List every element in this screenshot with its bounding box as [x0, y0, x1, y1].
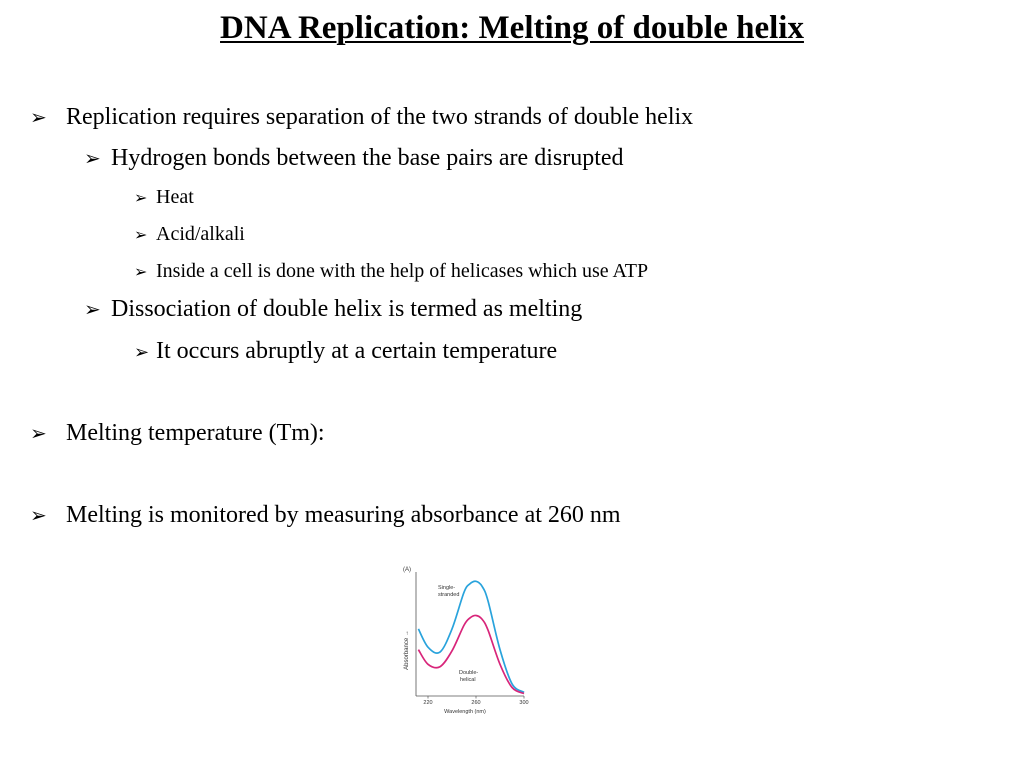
bullet-text: Hydrogen bonds between the base pairs are disrupted [111, 145, 624, 171]
bullet-text: Melting temperature (Tm): [66, 420, 325, 446]
double-helical-label-line1: Double- [459, 670, 479, 676]
absorbance-figure [398, 560, 533, 715]
bullet-acid-alkali [134, 223, 245, 246]
bullet-text: It occurs abruptly at a certain temperature [156, 338, 558, 364]
arrow-bullet-icon: ➢ [84, 297, 101, 321]
bullet-absorbance-260 [30, 502, 621, 529]
x-tick-label: 300 [519, 700, 529, 706]
arrow-bullet-icon: ➢ [134, 262, 148, 281]
bullet-text: Melting is monitored by measuring absorbance at 260 nm [66, 502, 621, 528]
arrow-bullet-icon: ➢ [134, 188, 148, 207]
panel-label: (A) [403, 567, 411, 573]
bullet-text: Dissociation of double helix is termed as melting [111, 296, 583, 322]
x-tick-label: 220 [423, 700, 433, 706]
bullet-replication-requires-separation [30, 104, 693, 131]
bullet-text: Heat [156, 186, 194, 208]
bullet-dissociation-melting [84, 296, 582, 323]
bullet-hydrogen-bonds-disrupted [84, 145, 624, 172]
bullet-text: Inside a cell is done with the help of helicases which use ATP [156, 260, 649, 282]
single-stranded-label-line1: Single- [438, 585, 456, 591]
arrow-bullet-icon: ➢ [30, 421, 47, 445]
arrow-bullet-icon: ➢ [134, 225, 148, 244]
bullet-text: Replication requires separation of the two strands of double helix [66, 104, 694, 130]
x-axis-label: Wavelength (nm) [444, 709, 486, 715]
bullet-melting-temperature [30, 420, 325, 447]
arrow-bullet-icon: ➢ [30, 105, 47, 129]
bullet-text: Acid/alkali [156, 223, 245, 245]
absorbance-chart [398, 560, 533, 715]
single-stranded-label-line2: stranded [438, 592, 460, 598]
bullet-occurs-abruptly [134, 338, 557, 365]
arrow-bullet-icon: ➢ [30, 503, 47, 527]
bullet-helicases-atp [134, 260, 648, 283]
x-tick-label: 260 [471, 700, 481, 706]
y-axis-label: Absorbance → [404, 630, 410, 670]
arrow-bullet-icon: ➢ [84, 146, 101, 170]
arrow-bullet-icon: ➢ [134, 342, 150, 363]
bullet-heat [134, 186, 194, 209]
double-helical-label-line2: helical [460, 677, 476, 683]
page-title: DNA Replication: Melting of double helix [220, 10, 804, 46]
